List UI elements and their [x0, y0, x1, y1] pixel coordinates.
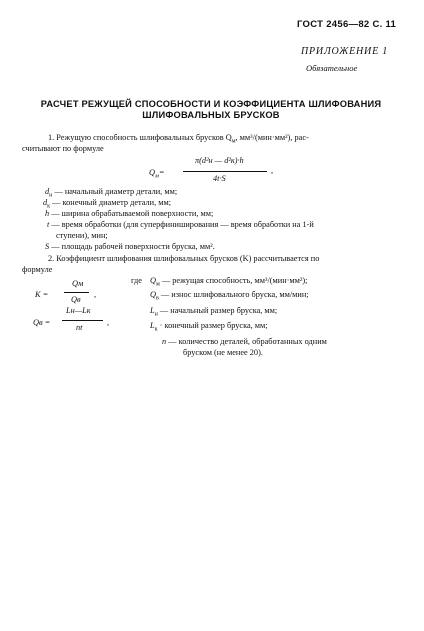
section-title-line2: ШЛИФОВАЛЬНЫХ БРУСКОВ	[142, 110, 280, 120]
formula1-tail: ,	[271, 166, 274, 175]
var-n-cont: бруском (не менее 20).	[183, 348, 263, 357]
formula-k-tail: ,	[94, 290, 97, 299]
var-qm: $Q_м$ — режущая способность, мм³/(мин·мм²);	[150, 276, 308, 288]
var-qv: $Q_в$ — износ шлифовального бруска, мм/мин;	[150, 290, 309, 302]
formula-qv-fraction-bar	[62, 320, 103, 321]
section2-intro: 2. Коэффициент шлифования шлифовальных брусков (K) рассчитывается по	[48, 254, 320, 263]
formula-k-denominator: Qв	[71, 295, 81, 304]
formula-qv-lhs: Qв =	[33, 318, 51, 327]
formula1-fraction-bar	[183, 171, 267, 172]
formula1-denominator: 4t·S	[213, 174, 226, 183]
formula-qv-numerator: Lн—Lк	[66, 306, 91, 315]
var-dn: $d_н$ — начальный диаметр детали, мм;	[45, 187, 178, 199]
formula-qv-denominator: nt	[76, 323, 83, 332]
var-dk: $d_к$ — конечный диаметр детали, мм;	[43, 198, 172, 210]
var-lk: $L_к$ · конечный размер бруска, мм;	[150, 321, 268, 333]
formula-qv-tail: ,	[107, 318, 110, 327]
var-n: n — количество деталей, обработанных одним	[162, 337, 327, 346]
section1-intro: 1. Режущую способность шлифовальных брусков $Q_м$, мм³/(мин·мм²), рас-	[48, 133, 309, 145]
section2-intro-line2: формуле	[22, 265, 53, 274]
formula-k-fraction-bar	[64, 292, 89, 293]
var-s: S — площадь рабочей поверхности бруска, мм².	[45, 242, 215, 251]
var-h: h — ширина обрабатываемой поверхности, мм;	[45, 209, 214, 218]
var-t: t — время обработки (для суперфиниширования — время обработки на 1-й	[47, 220, 314, 229]
appendix-title: ПРИЛОЖЕНИЕ 1	[301, 46, 389, 57]
formula-k-numerator: Qм	[72, 279, 84, 288]
appendix-status: Обязательное	[306, 63, 358, 73]
formula1-numerator: π(d²н — d²к)·h	[195, 156, 244, 165]
standard-code: ГОСТ 2456—82 С. 11	[297, 19, 397, 30]
formula1-lhs: $Q_м=$	[149, 168, 165, 180]
section1-intro-line2: считывают по формуле	[22, 144, 104, 153]
var-t-cont: ступени), мин;	[56, 231, 108, 240]
formula-k-lhs: K =	[35, 290, 49, 299]
var-ln: $L_н$ — начальный размер бруска, мм;	[150, 306, 278, 318]
section-title-line1: РАСЧЕТ РЕЖУЩЕЙ СПОСОБНОСТИ И КОЭФФИЦИЕНТА ШЛИФОВАНИЯ	[40, 99, 382, 109]
where-label: где	[131, 276, 142, 285]
